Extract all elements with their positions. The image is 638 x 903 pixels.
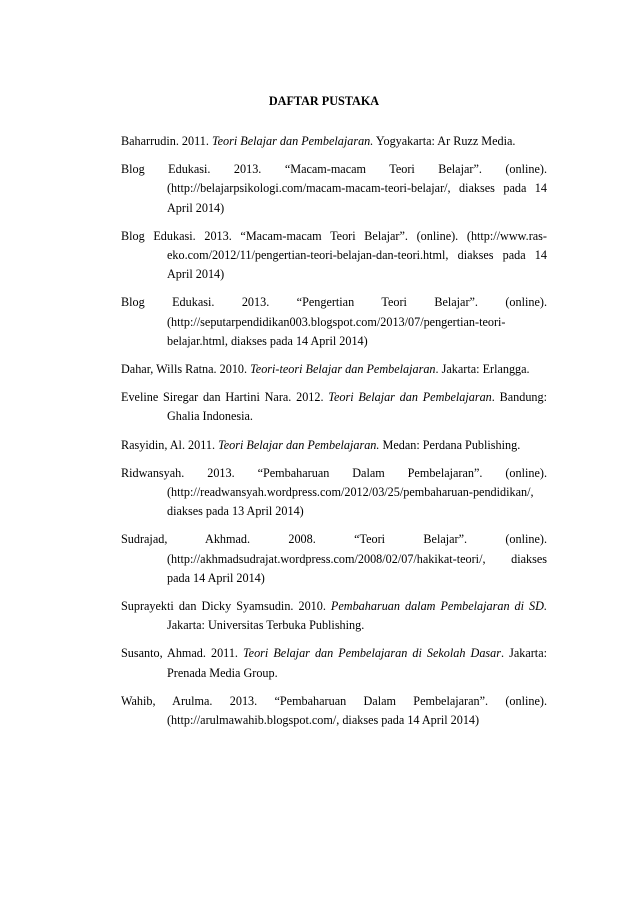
reference-title: Teori Belajar dan Pembelajaran di Sekolah Dasar [243, 646, 501, 661]
reference-entry [121, 644, 547, 682]
reference-publisher: Jakarta: Universitas Terbuka Publishing. [167, 618, 365, 633]
reference-text: Ridwansyah. 2013. “Pembaharuan Dalam Pembelajaran”. (online). (http://readwansyah.wordpress.com/2012/03/25/pembaharuan-pendidikan/, diakses pada 13 April 2014) [121, 465, 547, 519]
reference-title: Teori Belajar dan Pembelajaran. [211, 134, 374, 148]
reference-entry [121, 464, 547, 522]
reference-list [121, 132, 547, 739]
reference-text: Sudrajad, Akhmad. 2008. “Teori Belajar”. (online). (http://akhmadsudrajat.wordpress.com/2008/02/07/hakikat-teori/, diakses pada 14 April 2014) [121, 532, 547, 585]
reference-entry [121, 388, 547, 426]
reference-title: Teori-teori Belajar dan Pembelajaran [250, 362, 436, 377]
reference-publisher: . Jakarta: Prenada Media Group. [167, 646, 547, 680]
reference-text: Blog Edukasi. 2013. “Pengertian Teori Belajar”. (online). (http://seputarpendidikan003.blogspot.com/2013/07/pengertian-teori-belajar.html, diakses pada 14 April 2014) [121, 295, 547, 348]
reference-entry [121, 360, 547, 379]
reference-entry [121, 597, 547, 635]
reference-title: Teori Belajar dan Pembelajaran. [218, 437, 380, 452]
reference-entry [121, 132, 547, 151]
reference-text: Rasyidin, Al. 2011. [121, 437, 219, 452]
reference-text: Wahib, Arulma. 2013. “Pembaharuan Dalam Pembelajaran”. (online). (http://arulmawahib.blogspot.com/, diakses pada 14 April 2014) [121, 693, 547, 728]
page-title: DAFTAR PUSTAKA [268, 94, 380, 108]
reference-title: Pembaharuan dalam Pembelajaran di SD. [330, 599, 547, 614]
reference-text: Baharrudin. 2011. [121, 134, 212, 148]
reference-publisher: Yogyakarta: Ar Ruzz Media. [373, 134, 516, 148]
reference-entry [121, 160, 547, 218]
reference-entry [121, 692, 547, 730]
reference-entry [121, 293, 547, 351]
reference-text: Suprayekti dan Dicky Syamsudin. 2010. [121, 599, 331, 614]
reference-text: Susanto, Ahmad. 2011. [121, 646, 244, 661]
reference-text: Dahar, Wills Ratna. 2010. [121, 362, 251, 377]
reference-text: Blog Edukasi. 2013. “Macam-macam Teori Belajar”. (online). (http://belajarpsikologi.com/macam-macam-teori-belajar/, diakses pada 14 April 2014) [121, 162, 547, 215]
reference-publisher: Medan: Perdana Publishing. [379, 437, 521, 452]
reference-text: Eveline Siregar dan Hartini Nara. 2012. [121, 390, 329, 405]
reference-text: Blog Edukasi. 2013. “Macam-macam Teori Belajar”. (online). (http://www.ras-eko.com/2012/11/pengertian-teori-belajan-dan-teori.html, diakses pada 14 April 2014) [121, 228, 547, 282]
reference-publisher: . Bandung: Ghalia Indonesia. [167, 390, 547, 424]
reference-title: Teori Belajar dan Pembelajaran [328, 390, 492, 405]
reference-entry [121, 530, 547, 588]
reference-entry [121, 227, 547, 285]
reference-publisher: . Jakarta: Erlangga. [435, 362, 530, 377]
reference-entry [121, 436, 547, 455]
